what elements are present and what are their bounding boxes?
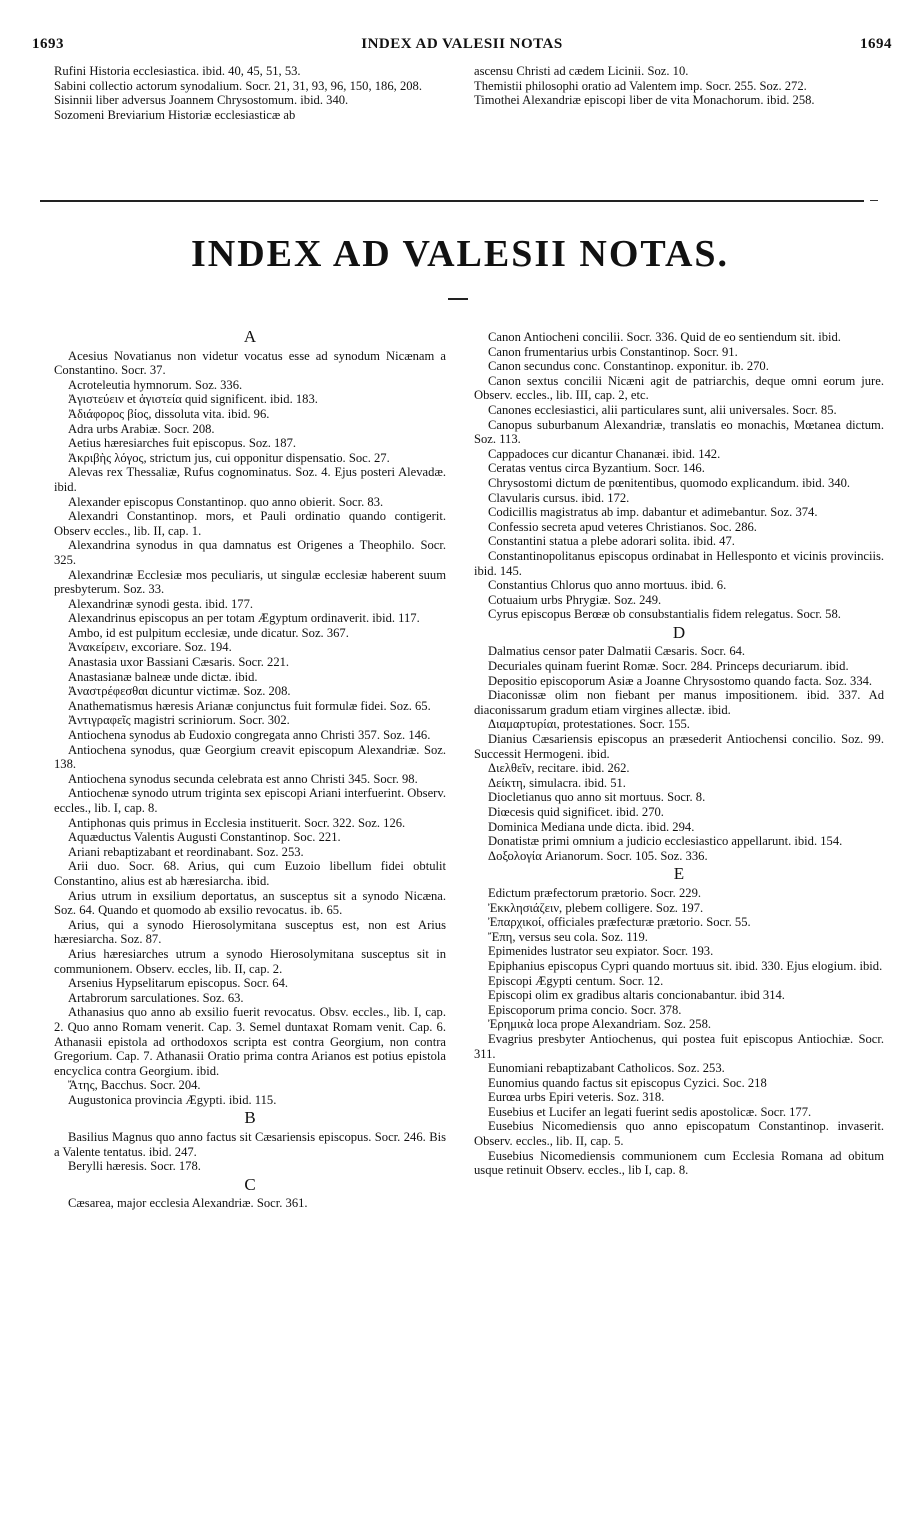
index-entry: Antiochena synodus ab Eudoxio congregata anno Christi 357. Soz. 146. (68, 728, 431, 743)
index-entry: Ἄτης, Bacchus. Socr. 204. (68, 1078, 201, 1093)
index-entry: Rufini Historia ecclesiastica. ibid. 40, 45, 51, 53. (54, 64, 301, 78)
index-entry: Artabrorum sarculationes. Soz. 63. (68, 990, 244, 1005)
index-entry: Epimenides lustrator seu expiator. Socr. 193. (488, 944, 714, 959)
index-entry: Donatistæ primi omnium a judicio ecclesiastico appellarunt. ibid. 154. (488, 834, 843, 849)
index-entry: Antiochena synodus secunda celebrata est anno Christi 345. Socr. 98. (68, 771, 418, 786)
index-entry: Alexandrinus episcopus an per totam Ægyptum ordinaverit. ibid. 117. (68, 611, 420, 626)
index-entry: Δείκτη, simulacra. ibid. 51. (488, 775, 626, 790)
index-entry: Alexandrinæ synodi gesta. ibid. 177. (68, 596, 254, 611)
index-entry: Constantinopolitanus episcopus ordinabat in Hellesponto et vicinis provinciis. ibid. 145. (474, 548, 884, 578)
index-entry: Dominica Mediana unde dicta. ibid. 294. (488, 819, 695, 834)
index-entry: Diocletianus quo anno sit mortuus. Socr. 8. (488, 790, 706, 805)
index-entry: Episcopi Ægypti centum. Socr. 12. (488, 973, 664, 988)
index-entry: Decuriales quinam fuerint Romæ. Socr. 284. Princeps decuriarum. ibid. (488, 659, 849, 674)
index-entry: Eurœa urbs Epiri veteris. Soz. 318. (488, 1090, 665, 1105)
index-entry: Themistii philosophi oratio ad Valentem imp. Socr. 255. Soz. 272. (474, 78, 807, 93)
index-entry: Acesius Novatianus non videtur vocatus esse ad synodum Nicænam a Constantino. Socr. 37. (54, 348, 446, 378)
index-entry: Episcoporum prima concio. Socr. 378. (488, 1002, 682, 1017)
index-entry: Alexandri Constantinop. mors, et Pauli ordinatio quando contigerit. Observ eccles., lib. II, cap. 1. (54, 509, 446, 538)
section-divider-dash (870, 200, 878, 201)
index-entry: Episcopi olim ex gradibus altaris concionabantur. ibid 314. (488, 988, 785, 1003)
index-entry: Augustonica provincia Ægypti. ibid. 115. (68, 1092, 277, 1107)
index-entry: Δοξολογία Arianorum. Socr. 105. Soz. 336. (488, 848, 708, 863)
index-entry: Arii duo. Socr. 68. Arius, qui cum Euzoio libellum fidei obtulit Constantino, alius est ab hæresiarcha. ibid. (54, 859, 446, 888)
index-entry: Ἀκριβὴς λόγος, strictum jus, cui opponitur dispensatio. Soc. 27. (68, 450, 390, 465)
index-entry: Anathematismus hæresis Arianæ conjunctus fuit formulæ fidei. Soz. 65. (68, 698, 431, 713)
index-letter-heading: E (673, 864, 685, 884)
index-entry: Sisinnii liber adversus Joannem Chrysostomum. ibid. 340. (54, 93, 349, 108)
index-entry: Dianius Cæsariensis episcopus an præsederit Antiochensi concilio. Soz. 99. Successit Hermogeni. ibid. (474, 732, 884, 761)
index-entry: Acroteleutia hymnorum. Soz. 336. (68, 377, 243, 392)
index-entry: Ἐπαρχικοί, officiales præfecturæ prætorio. Socr. 55. (488, 915, 751, 930)
index-entry: Eunomius quando factus sit episcopus Cyzici. Soc. 218 (488, 1075, 767, 1090)
index-entry: Codicillis magistratus ab imp. dabantur et adimebantur. Soz. 374. (488, 505, 818, 520)
index-entry: Ἀναστρέφεσθαι dicuntur victimæ. Soz. 208. (68, 684, 291, 699)
index-title: INDEX AD VALESII NOTAS. (190, 233, 730, 275)
index-entry: Canon Antiocheni concilii. Socr. 336. Quid de eo sentiendum sit. ibid. (488, 330, 841, 344)
index-entry: Arius utrum in exsilium deportatus, an susceptus sit a synodo Nicæna. Soz. 64. Quando et quomodo ab exsilio revocatus. ib. 65. (54, 888, 446, 918)
title-underline-dash (448, 298, 468, 300)
index-entry: Alevas rex Thessaliæ, Rufus cognominatus. Soz. 4. Ejus posteri Alevadæ. ibid. (54, 465, 446, 494)
index-entry: Ἀγιστεύειν et ἁγιστεία quid significent. ibid. 183. (68, 392, 318, 407)
index-entry: Antiochenæ synodo utrum triginta sex episcopi Ariani interfuerint. Observ. eccles., lib. I, cap. 8. (54, 786, 446, 815)
index-entry: Evagrius presbyter Antiochenus, qui postea fuit episcopus Antiochiæ. Socr. 311. (474, 1031, 884, 1061)
index-entry: Epiphanius episcopus Cypri quando mortuus sit. ibid. 330. Ejus elogium. ibid. (488, 958, 883, 973)
index-entry: Ariani rebaptizabant et reordinabant. Soz. 253. (68, 844, 304, 859)
index-entry: Berylli hæresis. Socr. 178. (68, 1159, 201, 1174)
index-entry: Alexandrina synodus in qua damnatus est Origenes a Theophilo. Socr. 325. (54, 538, 446, 567)
index-entry: Antiochena synodus, quæ Georgium creavit episcopum Alexandriæ. Soz. 138. (54, 742, 446, 772)
index-letter-heading: C (244, 1174, 256, 1194)
index-entry: Arsenius Hypselitarum episcopus. Socr. 64. (68, 976, 289, 991)
index-entry: Edictum præfectorum prætorio. Socr. 229. (488, 885, 702, 900)
page-number-right: 1694 (860, 36, 892, 52)
index-entry: Διελθεῖν, recitare. ibid. 262. (488, 761, 630, 776)
index-entry: Ἀνακείρειν, excoriare. Soz. 194. (68, 640, 232, 655)
index-entry: Sabini collectio actorum synodalium. Socr. 21, 31, 93, 96, 150, 186, 208. (54, 78, 422, 93)
index-entry: Ἔπη, versus seu cola. Soz. 119. (488, 929, 648, 944)
index-entry: Anastasia uxor Bassiani Cæsaris. Socr. 221. (68, 655, 290, 670)
index-entry: Ἀντιγραφεῖς magistri scriniorum. Socr. 302. (68, 713, 290, 728)
index-entry: Διαμαρτυρίαι, protestationes. Socr. 155. (488, 717, 690, 732)
index-entry: Diaconissæ olim non fiebant per manus impositionem. ibid. 337. Ad diaconissarum gradum etiam virgines allectæ. ibid. (474, 688, 884, 717)
previous-index-right-column (474, 64, 884, 108)
index-entry: Ἐκκλησιάζειν, plebem colligere. Soz. 197. (488, 900, 704, 915)
index-left-column (54, 327, 446, 1211)
index-entry: Canopus suburbanum Alexandriæ, translatis eo monachis, Mœtanea dictum. Soz. 113. (474, 417, 884, 447)
index-entry: Antiphonas quis primus in Ecclesia instituerit. Socr. 322. Soz. 126. (68, 815, 406, 830)
index-entry: Canon frumentarius urbis Constantinop. Socr. 91. (488, 344, 738, 359)
index-entry: Ἐρημικὰ loca prope Alexandriam. Soz. 258. (488, 1017, 712, 1032)
index-entry: Canon sextus concilii Nicæni agit de patriarchis, deque omni eorum jure. Observ. eccles., lib. III, cap. 2, etc. (474, 373, 884, 403)
index-entry: Eunomiani rebaptizabant Catholicos. Soz. 253. (488, 1061, 725, 1076)
index-entry: Cappadoces cur dicantur Chananæi. ibid. 142. (488, 446, 721, 461)
index-entry: Ἀδιάφορος βίος, dissoluta vita. ibid. 96. (68, 406, 270, 421)
index-letter-heading: D (672, 622, 686, 642)
previous-index-left-column (54, 64, 446, 122)
index-entry: Athanasius quo anno ab exsilio fuerit revocatus. Obsv. eccles., lib. I, cap. 2. Quo anno Romam venerit. Cap. 3. Semel duntaxat Romam venit. Cap. 6. Athanasii epistola ad orthodoxos scripta est contra Georgium, non contra Gregorium. Cap. 7. Athanasii Oratio prima contra Arianos est potius epistola encyclica contra Georgium. ibid. (54, 1005, 446, 1078)
index-entry: Alexander episcopus Constantinop. quo anno obierit. Socr. 83. (68, 494, 384, 509)
index-entry: Arius hæresiarches utrum a synodo Hierosolymitana susceptus sit in communionem. Observ. eccles, lib. II, cap. 2. (54, 946, 446, 976)
index-entry: Aquæductus Valentis Augusti Constantinop. Soc. 221. (68, 830, 341, 845)
index-entry: Diœcesis quid significet. ibid. 270. (488, 805, 664, 819)
index-entry: Anastasianæ balneæ unde dictæ. ibid. (68, 669, 258, 684)
index-entry: Alexandrinæ Ecclesiæ mos peculiaris, ut singulæ ecclesiæ haberent suum presbyterum. Soz. 33. (54, 567, 446, 597)
index-entry: Ceratas ventus circa Byzantium. Socr. 146. (488, 461, 705, 476)
index-letter-heading: A (243, 327, 257, 346)
index-entry: Sozomeni Breviarium Historiæ ecclesiasticæ ab (54, 107, 296, 122)
index-letter-heading: B (244, 1108, 256, 1128)
index-entry: ascensu Christi ad cædem Licinii. Soz. 10. (474, 64, 689, 78)
index-entry: Clavularis cursus. ibid. 172. (488, 490, 630, 505)
index-entry: Cotuaium urbs Phrygiæ. Soz. 249. (488, 592, 662, 607)
index-entry: Canon secundus conc. Constantinop. exponitur. ib. 270. (488, 359, 769, 374)
running-head (32, 36, 892, 56)
index-entry: Constantini statua a plebe adorari solita. ibid. 47. (488, 534, 735, 549)
index-entry: Cæsarea, major ecclesia Alexandriæ. Socr. 361. (68, 1196, 308, 1211)
index-entry: Dalmatius censor pater Dalmatii Cæsaris. Socr. 64. (488, 644, 746, 659)
index-entry: Chrysostomi dictum de pœnitentibus, quomodo explicandum. ibid. 340. (488, 475, 851, 490)
index-entry: Adra urbs Arabiæ. Socr. 208. (68, 421, 215, 436)
index-entry: Depositio episcoporum Asiæ a Joanne Chrysostomo quando facta. Soz. 334. (488, 673, 873, 688)
page-number-left: 1693 (32, 36, 64, 52)
index-entry: Eusebius et Lucifer an legati fuerint sedis apostolicæ. Socr. 177. (488, 1104, 812, 1119)
index-entry: Arius, qui a synodo Hierosolymitana susceptus est, non est Arius hæresiarcha. Soz. 87. (54, 917, 446, 947)
section-divider-rule (40, 200, 864, 202)
index-entry: Constantius Chlorus quo anno mortuus. ibid. 6. (488, 578, 727, 593)
index-entry: Eusebius Nicomediensis communionem cum Ecclesia Romana ad obitum usque retinuit Observ. eccles., lib I, cap. 8. (474, 1148, 884, 1178)
index-entry: Eusebius Nicomediensis quo anno episcopatum Constantinop. invaserit. Observ. eccles., lib. II, cap. 5. (474, 1119, 884, 1149)
index-entry: Canones ecclesiastici, alii particulares sunt, alii universales. Socr. 85. (488, 402, 837, 417)
running-head-title: INDEX AD VALESII NOTAS (361, 36, 563, 52)
index-entry: Ambo, id est pulpitum ecclesiæ, unde dicatur. Soz. 367. (68, 625, 349, 640)
index-right-column (474, 330, 884, 1178)
index-entry: Confessio secreta apud veteres Christianos. Soc. 286. (488, 519, 757, 534)
index-entry: Aetius hæresiarches fuit episcopus. Soz. 187. (68, 436, 297, 451)
index-entry: Cyrus episcopus Berœæ ob consubstantialis fidem relegatus. Socr. 58. (488, 607, 841, 622)
index-entry: Basilius Magnus quo anno factus sit Cæsariensis episcopus. Socr. 246. Bis a Valente tentatus. ibid. 247. (54, 1130, 446, 1159)
index-entry: Timothei Alexandriæ episcopi liber de vita Monachorum. ibid. 258. (474, 93, 815, 108)
